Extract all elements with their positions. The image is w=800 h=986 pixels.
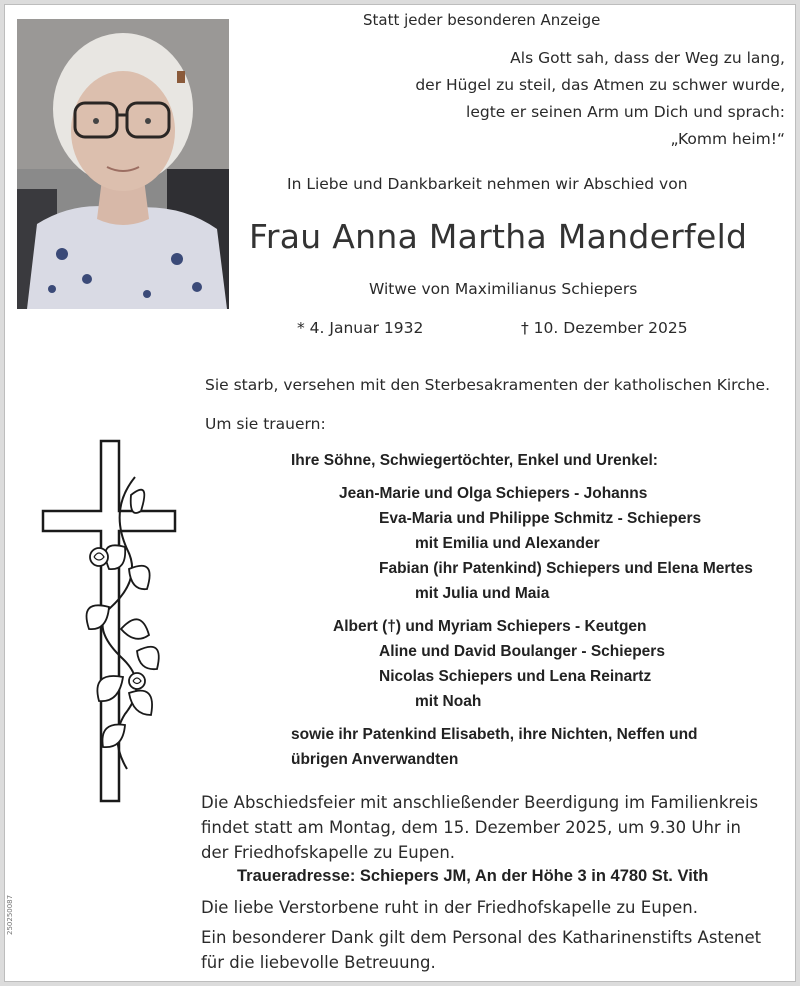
family-line: Nicolas Schiepers und Lena Reinartz [379, 668, 652, 685]
poem-line: „Komm heim!“ [670, 130, 785, 148]
thanks-notice [201, 925, 761, 975]
family-line: Albert (†) und Myriam Schiepers - Keutgen [333, 618, 647, 635]
poem [415, 45, 785, 153]
family-line: mit Noah [415, 693, 482, 710]
funeral-line: findet statt am Montag, dem 15. Dezember 2025, um 9.30 Uhr in [201, 818, 741, 837]
family-line: mit Julia und Maia [415, 585, 550, 602]
farewell-intro: In Liebe und Dankbarkeit nehmen wir Abschied von [287, 175, 688, 193]
portrait-photo [17, 19, 229, 309]
funeral-line: der Friedhofskapelle zu Eupen. [201, 843, 456, 862]
deceased-name: Frau Anna Martha Manderfeld [249, 217, 748, 256]
poem-line: legte er seinen Arm um Dich und sprach: [466, 103, 785, 121]
family-line: Aline und David Boulanger - Schiepers [379, 643, 665, 660]
sacrament-line: Sie starb, versehen mit den Sterbesakramenten der katholischen Kirche. [205, 376, 771, 394]
death-date: † 10. Dezember 2025 [521, 319, 688, 337]
rest-line: Die liebe Verstorbene ruht in der Friedhofskapelle zu Eupen. [201, 898, 698, 917]
thanks-line: für die liebevolle Betreuung. [201, 953, 436, 972]
mourners-intro: Um sie trauern: [205, 415, 326, 433]
birth-date: * 4. Januar 1932 [297, 319, 424, 337]
mourning-address: Traueradresse: Schiepers JM, An der Höhe 3 in 4780 St. Vith [237, 867, 709, 885]
top-line: Statt jeder besonderen Anzeige [363, 11, 601, 29]
family-closing: übrigen Anverwandten [291, 751, 459, 768]
ad-code: 250250087 [6, 894, 14, 935]
family-line: mit Emilia und Alexander [415, 535, 600, 552]
family-line: Eva-Maria und Philippe Schmitz - Schiepers [379, 510, 702, 527]
family-closing: sowie ihr Patenkind Elisabeth, ihre Nichten, Neffen und [291, 726, 698, 743]
obituary-card [4, 4, 796, 982]
family-heading: Ihre Söhne, Schwiegertöchter, Enkel und Urenkel: [291, 452, 658, 469]
widow-of: Witwe von Maximilianus Schiepers [369, 280, 638, 298]
funeral-notice [201, 790, 758, 865]
cross-icon [39, 439, 187, 809]
family-line: Fabian (ihr Patenkind) Schiepers und Elena Mertes [379, 560, 753, 577]
portrait-illustration [17, 19, 229, 309]
family-line: Jean-Marie und Olga Schiepers - Johanns [339, 485, 648, 502]
funeral-line: Die Abschiedsfeier mit anschließender Beerdigung im Familienkreis [201, 793, 759, 812]
poem-line: Als Gott sah, dass der Weg zu lang, [510, 49, 785, 67]
thanks-line: Ein besonderer Dank gilt dem Personal des Katharinenstifts Astenet [201, 928, 762, 947]
poem-line: der Hügel zu steil, das Atmen zu schwer wurde, [415, 76, 785, 94]
